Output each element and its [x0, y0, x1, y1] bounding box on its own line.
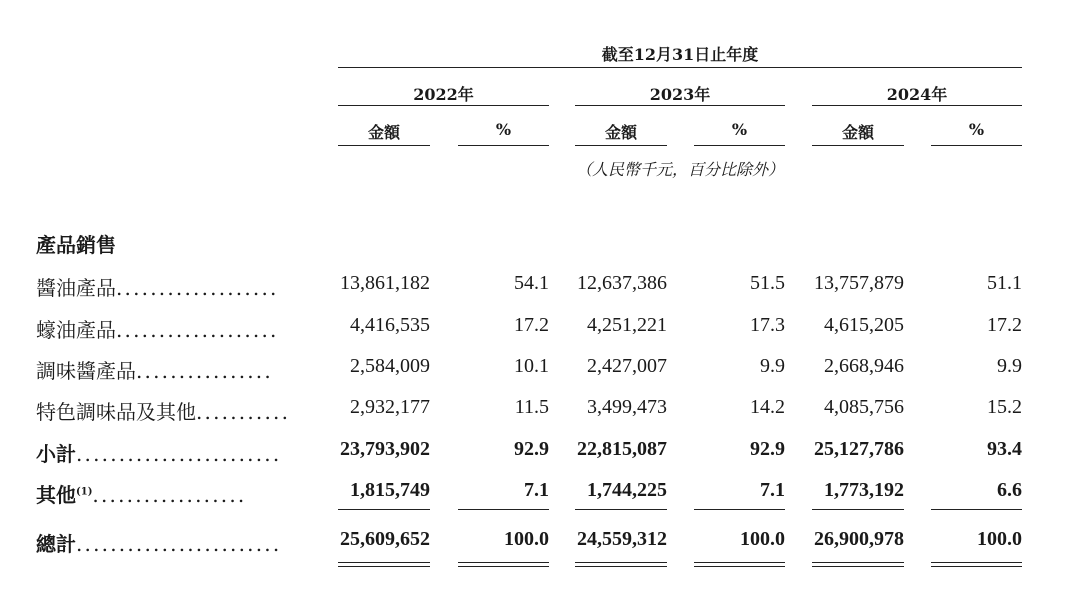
row-label-text: 調味醬產品	[36, 359, 136, 383]
dot-leader: ................	[136, 359, 273, 383]
subtotal-rule	[575, 509, 667, 510]
footnote-marker: (1)	[76, 486, 93, 498]
percent-cell: 54.1	[514, 272, 549, 294]
row-label	[36, 479, 246, 508]
percent-cell: 100.0	[977, 528, 1022, 550]
amount-cell: 2,584,009	[350, 355, 430, 377]
amount-header-2022: 金額	[367, 123, 400, 142]
amount-cell: 2,668,946	[824, 355, 904, 377]
subtotal-rule	[338, 509, 430, 510]
amount-cell: 26,900,978	[814, 528, 904, 550]
dot-leader: ...........	[196, 400, 291, 424]
col-rule	[458, 145, 549, 146]
amount-cell: 4,251,221	[587, 314, 667, 336]
amount-cell: 4,416,535	[350, 314, 430, 336]
total-double-rule	[458, 562, 549, 567]
percent-cell: 15.2	[987, 396, 1022, 418]
pct-header-2023: %	[731, 120, 748, 139]
amount-header-2024: 金額	[841, 123, 874, 142]
year-2024-rule	[812, 105, 1022, 106]
percent-cell: 17.2	[987, 314, 1022, 336]
dot-leader: ...................	[116, 318, 279, 342]
amount-cell: 22,815,087	[577, 438, 667, 460]
year-2023-header: 2023年	[649, 85, 711, 104]
total-double-rule	[931, 562, 1022, 567]
header-rule	[338, 67, 1022, 68]
percent-cell: 14.2	[750, 396, 785, 418]
row-label	[36, 272, 279, 301]
percent-cell: 100.0	[740, 528, 785, 550]
year-2024-header: 2024年	[886, 85, 948, 104]
total-double-rule	[694, 562, 785, 567]
amount-cell: 3,499,473	[587, 396, 667, 418]
row-label-text: 醬油產品	[36, 276, 116, 300]
amount-cell: 25,127,786	[814, 438, 904, 460]
amount-cell: 4,085,756	[824, 396, 904, 418]
percent-cell: 17.3	[750, 314, 785, 336]
amount-cell: 25,609,652	[340, 528, 430, 550]
amount-cell: 2,427,007	[587, 355, 667, 377]
year-2022-rule	[338, 105, 549, 106]
amount-cell: 12,637,386	[577, 272, 667, 294]
amount-cell: 4,615,205	[824, 314, 904, 336]
percent-cell: 11.5	[514, 396, 549, 418]
section-title: 產品銷售	[36, 233, 116, 257]
unit-note: （人民幣千元，百分比除外）	[575, 160, 784, 179]
amount-cell: 23,793,902	[340, 438, 430, 460]
dot-leader: ..................	[92, 483, 247, 507]
row-label	[36, 396, 290, 425]
amount-cell: 1,815,749	[350, 479, 430, 501]
col-rule	[338, 145, 430, 146]
amount-cell: 1,773,192	[824, 479, 904, 501]
percent-cell: 9.9	[997, 355, 1022, 377]
dot-leader: ........................	[76, 442, 282, 466]
row-label-text: 蠔油產品	[36, 318, 116, 342]
percent-cell: 51.5	[750, 272, 785, 294]
amount-cell: 13,757,879	[814, 272, 904, 294]
percent-cell: 17.2	[514, 314, 549, 336]
percent-cell: 92.9	[514, 438, 549, 460]
percent-cell: 7.1	[760, 479, 785, 501]
col-rule	[812, 145, 904, 146]
total-double-rule	[812, 562, 904, 567]
amount-header-2023: 金額	[604, 123, 637, 142]
percent-cell: 92.9	[750, 438, 785, 460]
row-label	[36, 438, 281, 467]
col-rule	[931, 145, 1022, 146]
amount-cell: 1,744,225	[587, 479, 667, 501]
col-rule	[575, 145, 667, 146]
col-rule	[694, 145, 785, 146]
percent-cell: 51.1	[987, 272, 1022, 294]
row-label-text: 特色調味品及其他	[36, 400, 196, 424]
pct-header-2024: %	[968, 120, 985, 139]
year-2023-rule	[575, 105, 785, 106]
percent-cell: 9.9	[760, 355, 785, 377]
amount-cell: 2,932,177	[350, 396, 430, 418]
percent-cell: 93.4	[987, 438, 1022, 460]
row-label-text: 其他	[36, 483, 76, 507]
percent-cell: 6.6	[997, 479, 1022, 501]
subtotal-rule	[694, 509, 785, 510]
row-label	[36, 314, 279, 343]
amount-cell: 24,559,312	[577, 528, 667, 550]
subtotal-rule	[931, 509, 1022, 510]
row-label	[36, 528, 281, 557]
amount-cell: 13,861,182	[340, 272, 430, 294]
row-label-text: 總計	[36, 532, 76, 556]
total-double-rule	[338, 562, 430, 567]
row-label	[36, 355, 273, 384]
period-title: 截至12月31日止年度	[601, 45, 759, 64]
subtotal-rule	[812, 509, 904, 510]
percent-cell: 10.1	[514, 355, 549, 377]
pct-header-2022: %	[495, 120, 512, 139]
subtotal-rule	[458, 509, 549, 510]
total-double-rule	[575, 562, 667, 567]
year-2022-header: 2022年	[413, 85, 474, 104]
dot-leader: ........................	[76, 532, 282, 556]
row-label-text: 小計	[36, 442, 76, 466]
percent-cell: 7.1	[524, 479, 549, 501]
dot-leader: ...................	[116, 276, 279, 300]
percent-cell: 100.0	[504, 528, 549, 550]
